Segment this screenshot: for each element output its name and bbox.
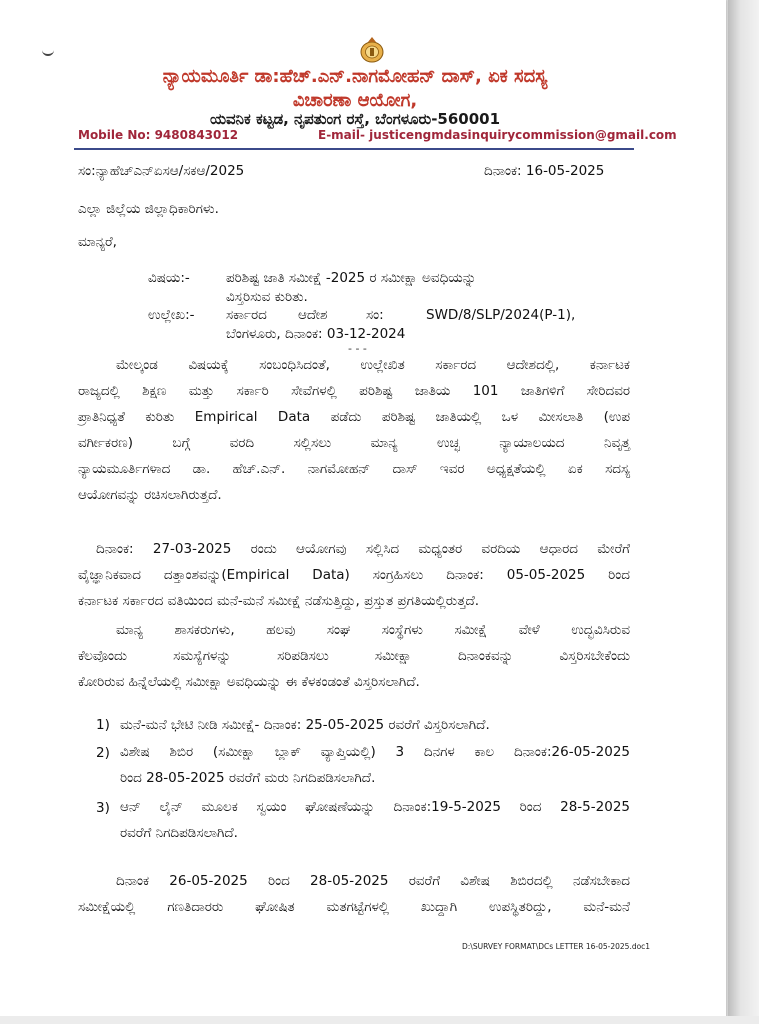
letterhead-address: ಯವನಿಕ ಕಟ್ಟಡ, ನೃಪತುಂಗ ರಸ್ತೆ, ಬೆಂಗಳೂರು-560001: [209, 110, 501, 128]
separator: - - -: [348, 342, 367, 355]
letterhead-mobile: Mobile No: 9480843012: [78, 128, 239, 142]
letter-date: ದಿನಾಂಕ: 16-05-2025: [484, 163, 605, 179]
reference-text: ಆದೇಶ: [298, 307, 328, 323]
paragraph-line: ಕೆಲವೊಂದು ಸಮಸ್ಯೆಗಳನ್ನು ಸರಿಪಡಿಸಲು ಸಮೀಕ್ಷಾ ದಿನಾಂಕವನ್ನು ವಿಸ್ತರಿಸಬೇಕೆಂದು: [78, 648, 630, 664]
paragraph-line: ದಿನಾಂಕ 26-05-2025 ರಿಂದ 28-05-2025 ರವರೆಗೆ ವಿಶೇಷ ಶಿಬಿರದಲ್ಲಿ ನಡೆಸಬೇಕಾದ: [116, 873, 630, 889]
reference-text: SWD/8/SLP/2024(P-1),: [426, 307, 576, 323]
list-item-line: ರವರೆಗೆ ನಿಗದಿಪಡಿಸಲಾಗಿದೆ.: [120, 825, 238, 841]
list-item: [120, 739, 630, 791]
letterhead-title: ನ್ಯಾಯಮೂರ್ತಿ ಡಾ:ಹೆಚ್.ಎನ್.ನಾಗಮೋಹನ್ ದಾಸ್, ಏಕ ಸದಸ್ಯ: [162, 66, 548, 87]
scan-mark: [42, 46, 54, 56]
reference-number: ಸಂ:ನ್ಯಾಹೆಚ್ಎನ್ಏಸಆ/ಸಕಆ/2025: [78, 163, 245, 179]
paragraph-line: ಮಾನ್ಯ ಶಾಸಕರುಗಳು, ಹಲವು ಸಂಘ ಸಂಸ್ಥೆಗಳು ಸಮೀಕ್ಷೆ ವೇಳೆ ಉದ್ಭವಿಸಿರುವ: [116, 622, 630, 638]
reference-text: ಸಂ:: [366, 307, 384, 323]
paragraph-line: ದಿನಾಂಕ: 27-03-2025 ರಂದು ಆಯೋಗವು ಸಲ್ಲಿಸಿದ ಮಧ್ಯಂತರ ವರದಿಯ ಆಧಾರದ ಮೇರೆಗೆ: [96, 541, 630, 557]
paragraph-line: ಕರ್ನಾಟಕ ಸರ್ಕಾರದ ವತಿಯಿಂದ ಮನೆ-ಮನೆ ಸಮೀಕ್ಷೆ ನಡೆಸುತ್ತಿದ್ದು, ಪ್ರಸ್ತುತ ಪ್ರಗತಿಯಲ್ಲಿರುತ್ತದೆ.: [78, 593, 480, 609]
letterhead-subtitle: ವಿಚಾರಣಾ ಆಯೋಗ,: [292, 90, 418, 111]
letterhead-divider: [74, 148, 634, 150]
list-item: ಮನೆ-ಮನೆ ಭೇಟಿ ನೀಡಿ ಸಮೀಕ್ಷೆ- ದಿನಾಂಕ: 25-05-2025 ರವರೆಗೆ ವಿಸ್ತರಿಸಲಾಗಿದೆ.: [120, 717, 490, 733]
paragraph-3: [78, 617, 630, 695]
reference-text: ಬೆಂಗಳೂರು, ದಿನಾಂಕ: 03-12-2024: [226, 326, 406, 342]
paragraph-1: [78, 352, 630, 508]
salutation: ಮಾನ್ಯರೆ,: [78, 234, 117, 250]
reference-label: ಉಲ್ಲೇಖ:-: [148, 307, 195, 323]
paragraph-line: ಆಯೋಗವನ್ನು ರಚಿಸಲಾಗಿರುತ್ತದೆ.: [78, 487, 222, 503]
emblem-icon: [357, 36, 387, 64]
subject-label: ವಿಷಯ:-: [148, 270, 190, 286]
scan-edge-bottom: [0, 1016, 759, 1024]
paragraph-line: ರಾಜ್ಯದಲ್ಲಿ ಶಿಕ್ಷಣ ಮತ್ತು ಸರ್ಕಾರಿ ಸೇವೆಗಳಲ್ಲಿ ಪರಿಶಿಷ್ಟ ಜಾತಿಯ 101 ಜಾತಿಗಳಿಗೆ ಸೇರಿದವರ: [78, 383, 630, 399]
scan-edge: [728, 0, 759, 1024]
list-item-line: ಆನ್ ಲೈನ್ ಮೂಲಕ ಸ್ವಯಂ ಘೋಷಣೆಯನ್ನು ದಿನಾಂಕ:19-5-2025 ರಿಂದ 28-5-2025: [120, 799, 630, 815]
paragraph-line: ಮೇಲ್ಕಂಡ ವಿಷಯಕ್ಕೆ ಸಂಬಂಧಿಸಿದಂತೆ, ಉಲ್ಲೇಖಿತ ಸರ್ಕಾರದ ಆದೇಶದಲ್ಲಿ, ಕರ್ನಾಟಕ: [116, 357, 630, 373]
subject-line: ಪರಿಶಿಷ್ಟ ಜಾತಿ ಸಮೀಕ್ಷೆ -2025 ರ ಸಮೀಕ್ಷಾ ಅವಧಿಯನ್ನು: [226, 270, 477, 286]
list-item-line: ವಿಶೇಷ ಶಿಬಿರ (ಸಮೀಕ್ಷಾ ಬ್ಲಾಕ್ ವ್ಯಾಪ್ತಿಯಲ್ಲಿ) 3 ದಿನಗಳ ಕಾಲ ದಿನಾಂಕ:26-05-2025: [120, 744, 630, 760]
reference-text: ಸರ್ಕಾರದ: [226, 307, 267, 323]
addressee: ಎಲ್ಲಾ ಜಿಲ್ಲೆಯ ಜಿಲ್ಲಾಧಿಕಾರಿಗಳು.: [78, 201, 219, 217]
list-number: 2): [96, 745, 110, 761]
file-path-footer: D:\SURVEY FORMAT\DCs LETTER 16-05-2025.doc1: [462, 942, 651, 951]
paragraph-line: ನ್ಯಾಯಮೂರ್ತಿಗಳಾದ ಡಾ. ಹೆಚ್.ಎನ್. ನಾಗಮೋಹನ್ ದಾಸ್ ಇವರ ಅಧ್ಯಕ್ಷತೆಯಲ್ಲಿ ಏಕ ಸದಸ್ಯ: [78, 461, 630, 477]
paragraph-4: [78, 868, 630, 920]
list-number: 3): [96, 800, 110, 816]
subject-line: ವಿಸ್ತರಿಸುವ ಕುರಿತು.: [226, 289, 308, 305]
paragraph-line: ವರ್ಗೀಕರಣ) ಬಗ್ಗೆ ವರದಿ ಸಲ್ಲಿಸಲು ಮಾನ್ಯ ಉಚ್ಛ ನ್ಯಾಯಾಲಯದ ನಿವೃತ್ತ: [78, 435, 630, 451]
paragraph-line: ಸಮೀಕ್ಷೆಯಲ್ಲಿ ಗಣತಿದಾರರು ಘೋಷಿತ ಮತಗಟ್ಟೆಗಳಲ್ಲಿ ಖುದ್ದಾಗಿ ಉಪಸ್ಥಿತರಿದ್ದು, ಮನೆ-ಮನೆ: [78, 899, 630, 915]
list-number: 1): [96, 717, 110, 733]
paragraph-line: ಕೋರಿರುವ ಹಿನ್ನೆಲೆಯಲ್ಲಿ ಸಮೀಕ್ಷಾ ಅವಧಿಯನ್ನು ಈ ಕೆಳಕಂಡಂತೆ ವಿಸ್ತರಿಸಲಾಗಿದೆ.: [78, 674, 420, 690]
paragraph-2: [78, 536, 630, 614]
list-item-line: ರಿಂದ 28-05-2025 ರವರೆಗೆ ಮರು ನಿಗದಿಪಡಿಸಲಾಗಿದೆ.: [120, 770, 376, 786]
list-item: [120, 794, 630, 846]
paragraph-line: ಪ್ರಾತಿನಿಧ್ಯತೆ ಕುರಿತು Empirical Data ಪಡೆದು ಪರಿಶಿಷ್ಟ ಜಾತಿಯಲ್ಲಿ ಒಳ ಮೀಸಲಾತಿ (ಉಪ: [78, 409, 630, 425]
paragraph-line: ವೈಜ್ಞಾನಿಕವಾದ ದತ್ತಾಂಶವನ್ನು(Empirical Data) ಸಂಗ್ರಹಿಸಲು ದಿನಾಂಕ: 05-05-2025 ರಿಂದ: [78, 567, 630, 583]
letterhead-email: E-mail- justicengmdasinquirycommission@gmail.com: [318, 128, 677, 142]
